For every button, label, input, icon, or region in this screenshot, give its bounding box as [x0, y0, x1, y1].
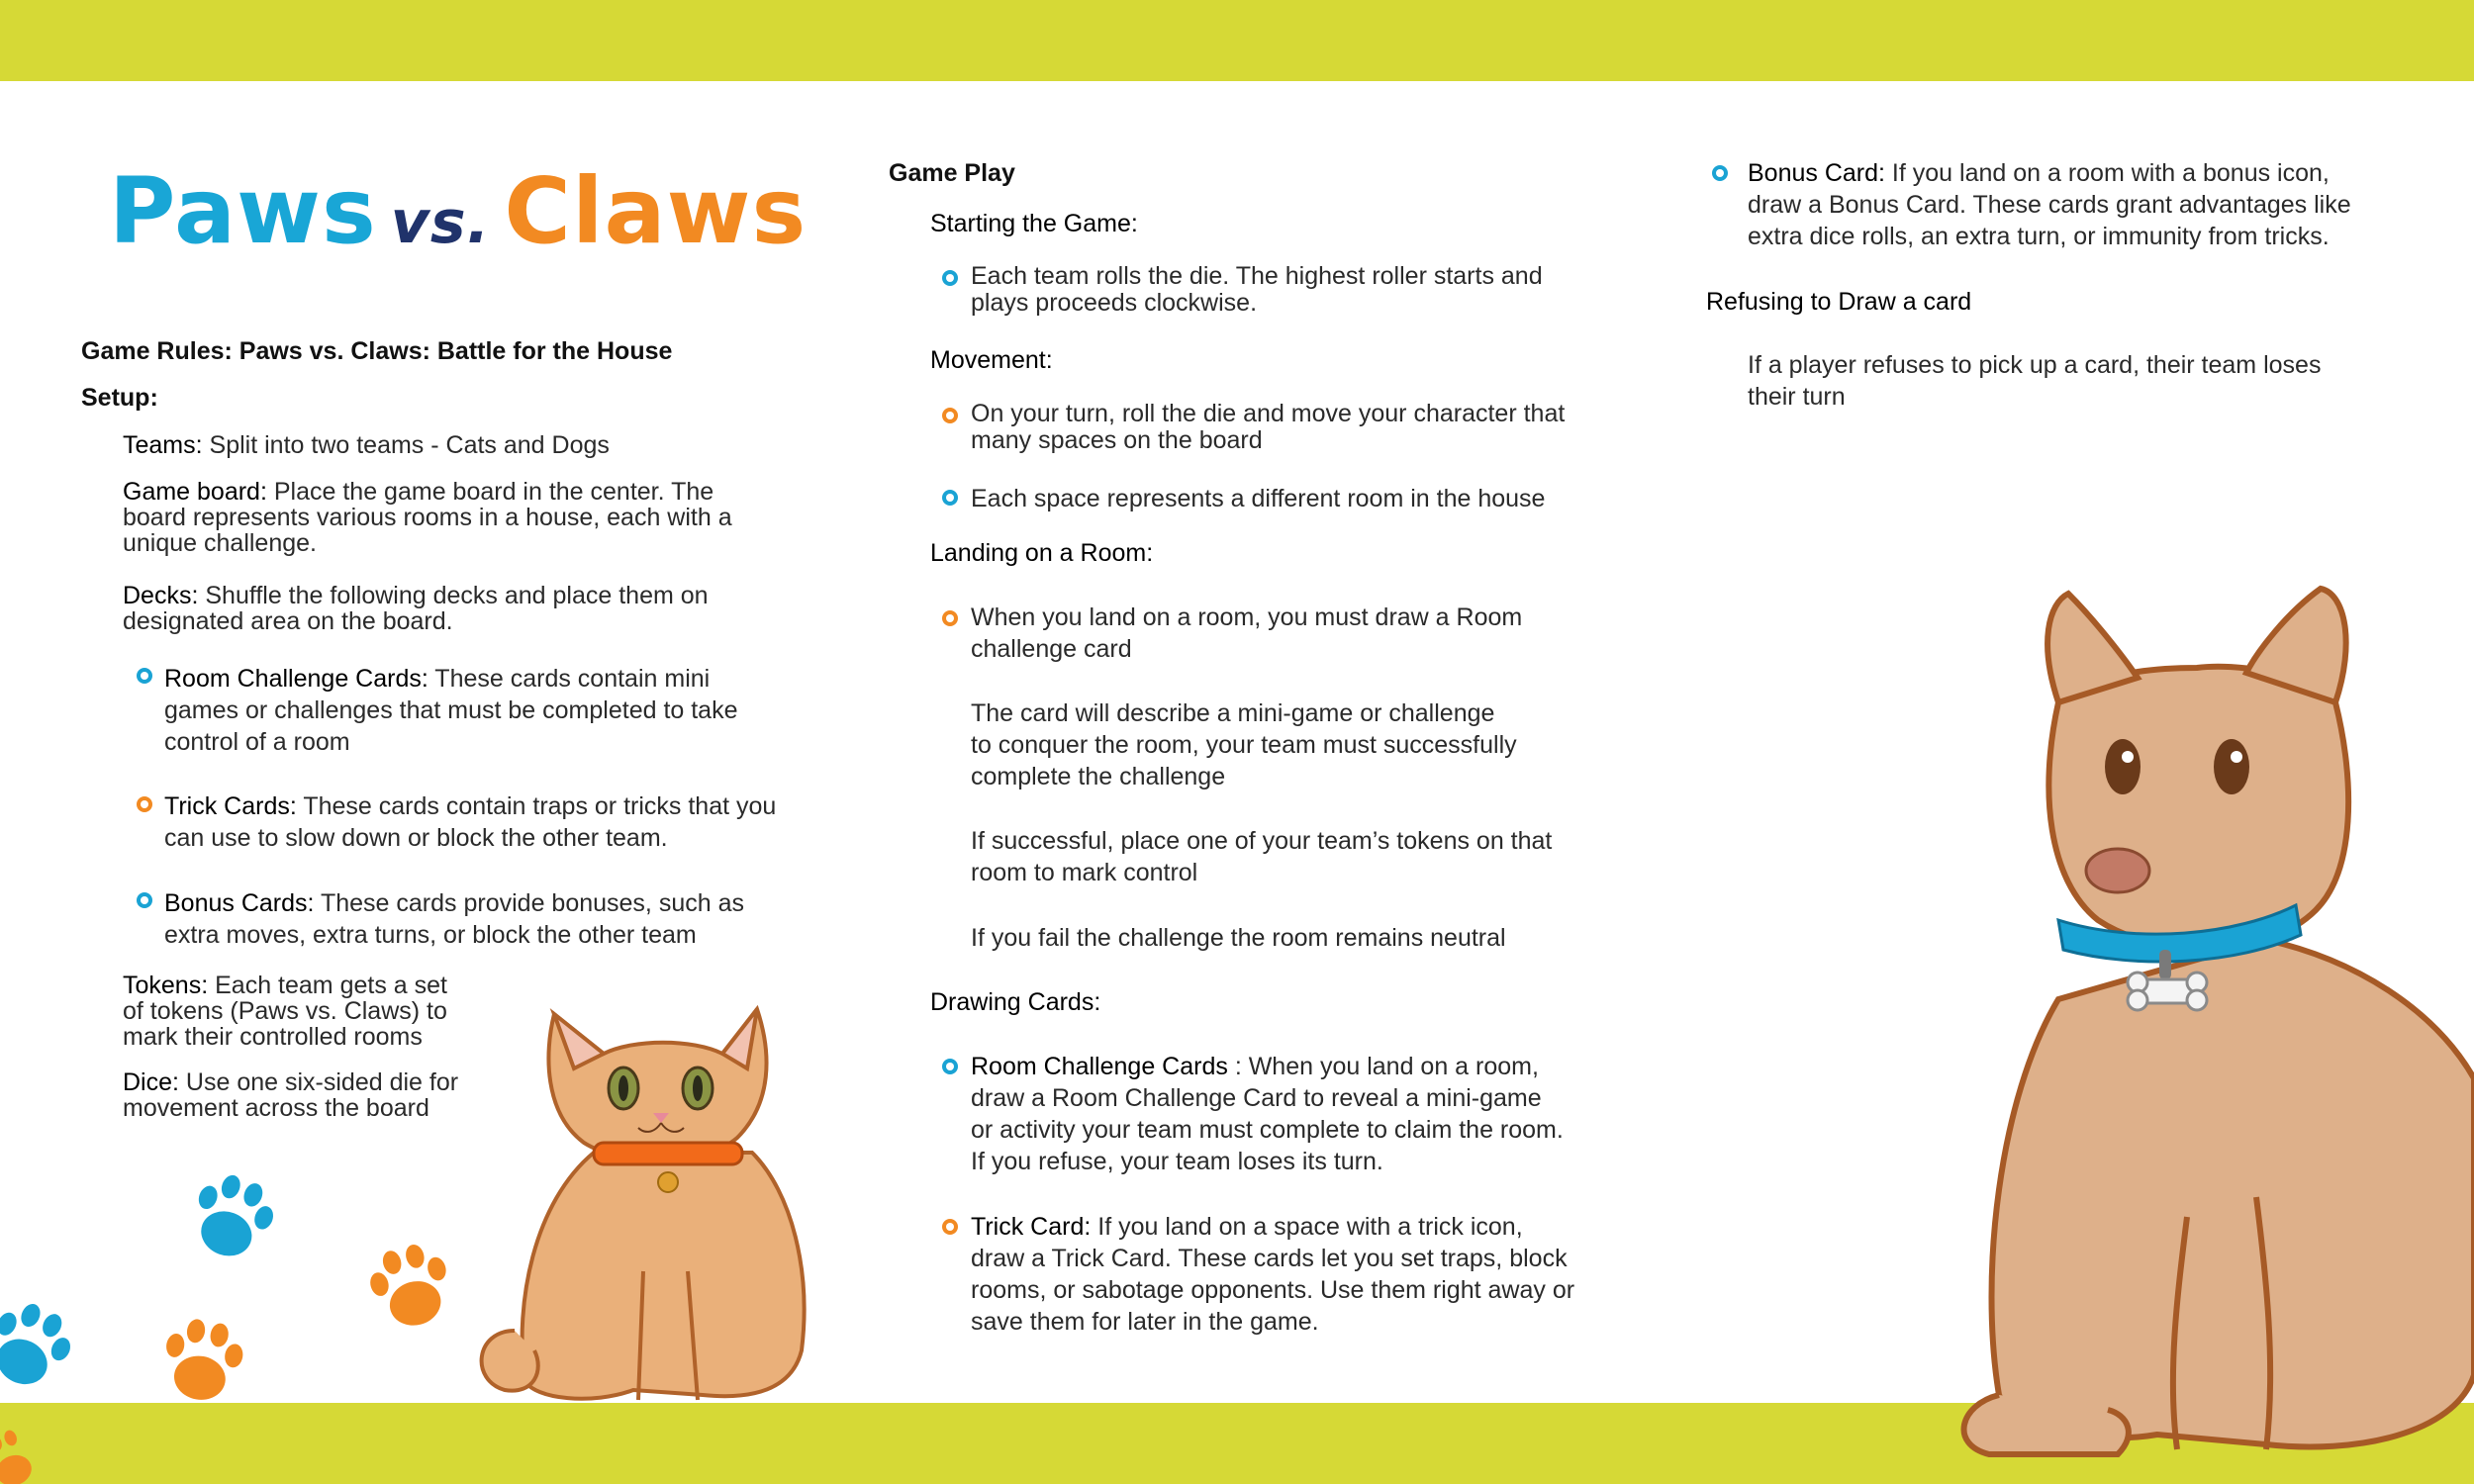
bc-line: draw a Bonus Card. These cards grant advantages like [1748, 191, 2351, 219]
paw-bullet-icon [137, 892, 152, 908]
starting-text [971, 263, 1644, 317]
board-line: unique challenge. [123, 529, 317, 557]
paw-print-icon [158, 1315, 248, 1406]
tc-line: rooms, or sabotage opponents. Use them right away or [971, 1276, 1575, 1304]
bonus-cards-rule [164, 887, 817, 951]
tc-line: These cards contain traps or tricks that you [303, 792, 777, 820]
collar-bell-icon [658, 1172, 678, 1192]
collar-ring-icon [2159, 950, 2171, 979]
paw-bullet-icon [942, 1219, 958, 1235]
teams-text: Split into two teams - Cats and Dogs [209, 431, 610, 459]
starting-line: plays proceeds clockwise. [971, 289, 1258, 317]
tc-line: draw a Trick Card. These cards let you set traps, block [971, 1245, 1568, 1272]
landing-line: If successful, place one of your team’s tokens on that [971, 827, 1553, 855]
rules-heading: Game Rules: Paws vs. Claws: Battle for the House [81, 337, 673, 365]
paw-bullet-icon [137, 668, 152, 684]
starting-line: Each team rolls the die. The highest roller starts and [971, 262, 1543, 290]
game-play-heading: Game Play [889, 159, 1015, 187]
tokens-rule [123, 973, 519, 1050]
dog-illustration [1940, 584, 2474, 1484]
refusing-line: their turn [1748, 383, 1846, 411]
landing-text-d: If you fail the challenge the room remains neutral [971, 924, 1506, 952]
decks-line: Shuffle the following decks and place them on [205, 582, 709, 609]
tokens-line: Each team gets a set [215, 972, 447, 999]
dice-line: movement across the board [123, 1094, 429, 1122]
paw-bullet-icon [942, 490, 958, 506]
rc-line: draw a Room Challenge Card to reveal a mini-game [971, 1084, 1542, 1112]
dice-label: Dice: [123, 1068, 179, 1096]
paw-print-icon [0, 1428, 36, 1484]
drawing-heading: Drawing Cards: [930, 988, 1101, 1016]
paw-bullet-icon [942, 1059, 958, 1074]
decks-line: designated area on the board. [123, 607, 453, 635]
starting-heading: Starting the Game: [930, 210, 1138, 237]
bc-label: Bonus Card: [1748, 159, 1885, 187]
rc-label: Room Challenge Cards [971, 1053, 1228, 1080]
cat-illustration [475, 974, 841, 1415]
landing-heading: Landing on a Room: [930, 539, 1154, 567]
landing-line: room to mark control [971, 859, 1198, 886]
paw-prints-decoration [0, 1158, 475, 1484]
setup-heading: Setup: [81, 384, 158, 412]
rc-line: : When you land on a room, [1234, 1053, 1539, 1080]
trick-cards-rule [164, 790, 817, 854]
landing-line: The card will describe a mini-game or challenge [971, 699, 1495, 727]
refusing-line: If a player refuses to pick up a card, their team loses [1748, 351, 2322, 379]
room-challenge-rule [164, 663, 817, 758]
bc-label: Bonus Cards: [164, 889, 315, 917]
tc-line: save them for later in the game. [971, 1308, 1319, 1336]
bone-tag-icon [2128, 973, 2207, 1010]
rc-line: These cards contain mini [434, 665, 711, 693]
decks-rule [123, 583, 815, 634]
rc-line: games or challenges that must be completed to take [164, 696, 738, 724]
tokens-line: mark their controlled rooms [123, 1023, 423, 1051]
tokens-line: of tokens (Paws vs. Claws) to [123, 997, 447, 1025]
teams-label: Teams: [123, 431, 203, 459]
landing-line: When you land on a room, you must draw a Room [971, 603, 1523, 631]
logo-vs: vs. [390, 188, 491, 257]
drawing-trick-card [971, 1211, 1664, 1338]
board-line: board represents various rooms in a house, each with a [123, 504, 732, 531]
paw-bullet-icon [942, 270, 958, 286]
tc-line: If you land on a space with a trick icon, [1097, 1213, 1523, 1241]
movement-heading: Movement: [930, 346, 1053, 374]
teams-rule [123, 429, 610, 461]
landing-line: challenge card [971, 635, 1132, 663]
drawing-room-challenge [971, 1051, 1664, 1177]
movement-line: many spaces on the board [971, 426, 1263, 454]
movement-text-a [971, 401, 1644, 454]
refusing-heading: Refusing to Draw a card [1706, 288, 1972, 316]
dice-rule [123, 1069, 519, 1121]
paw-print-icon [0, 1293, 81, 1397]
landing-text-b [971, 697, 1644, 792]
board-rule [123, 479, 815, 556]
tokens-label: Tokens: [123, 972, 209, 999]
landing-text-a [971, 602, 1644, 665]
decks-label: Decks: [123, 582, 199, 609]
logo-word-claws: Claws [504, 158, 808, 264]
bc-line: If you land on a room with a bonus icon, [1891, 159, 2330, 187]
landing-line: to conquer the room, your team must successfully [971, 731, 1517, 759]
paw-print-icon [183, 1166, 283, 1267]
paw-bullet-icon [942, 408, 958, 423]
rc-line: or activity your team must complete to claim the room. [971, 1116, 1564, 1144]
paw-print-icon [363, 1238, 458, 1334]
board-label: Game board: [123, 478, 267, 506]
rc-line: control of a room [164, 728, 350, 756]
bc-line: extra dice rolls, an extra turn, or immunity from tricks. [1748, 223, 2330, 250]
movement-text-b: Each space represents a different room in the house [971, 485, 1546, 512]
rc-label: Room Challenge Cards: [164, 665, 428, 693]
refusing-text [1748, 349, 2440, 413]
landing-line: complete the challenge [971, 763, 1226, 790]
movement-line: On your turn, roll the die and move your character that [971, 400, 1566, 427]
tc-label: Trick Cards: [164, 792, 297, 820]
landing-text-c [971, 825, 1644, 888]
game-logo [109, 158, 807, 264]
bonus-card-rule [1748, 157, 2440, 252]
bc-line: extra moves, extra turns, or block the other team [164, 921, 697, 949]
tc-label: Trick Card: [971, 1213, 1092, 1241]
dice-line: Use one six-sided die for [185, 1068, 459, 1096]
paw-bullet-icon [137, 796, 152, 812]
paw-bullet-icon [1712, 165, 1728, 181]
rc-line: If you refuse, your team loses its turn. [971, 1148, 1383, 1175]
paw-bullet-icon [942, 610, 958, 626]
board-line: Place the game board in the center. The [273, 478, 714, 506]
logo-word-paws: Paws [109, 158, 377, 264]
cat-collar [594, 1143, 742, 1164]
top-band [0, 0, 2474, 81]
tc-line: can use to slow down or block the other team. [164, 824, 668, 852]
bc-line: These cards provide bonuses, such as [320, 889, 744, 917]
